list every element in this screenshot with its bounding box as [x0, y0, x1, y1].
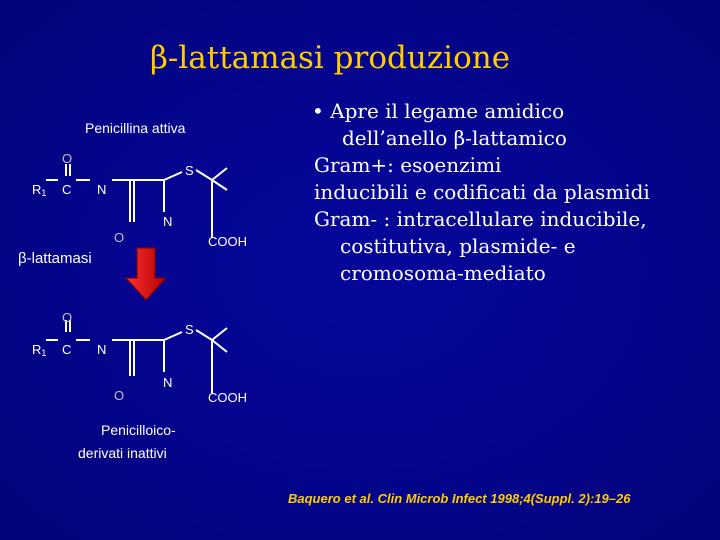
atom-s-2: S — [185, 322, 194, 337]
reference-citation: Baquero et al. Clin Microb Infect 1998;4(Suppl. 2):19–26 — [288, 491, 631, 506]
atom-cooh: COOH — [208, 234, 247, 249]
atom-r1: $R_1$ — [32, 182, 47, 198]
atom-cooh-2: COOH — [208, 390, 247, 405]
bullet-line-2: dell’anello β-lattamico — [342, 126, 567, 150]
bullet-line-3: Gram+: esoenzimi — [314, 153, 502, 177]
atom-c: C — [62, 182, 72, 197]
enzyme-label: β-lattamasi — [18, 250, 92, 267]
atom-lactam-o-2: O — [114, 388, 125, 403]
atom-ring-n-2: N — [163, 375, 173, 390]
bullet-line-6: costitutiva, plasmide- e — [340, 234, 576, 258]
bullet-list — [312, 98, 648, 287]
penicillin-structure — [46, 164, 227, 238]
reaction-diagram — [0, 0, 300, 460]
penicilloic-structure — [46, 320, 227, 394]
reaction-arrow — [126, 248, 166, 300]
atom-lactam-o: O — [114, 230, 125, 245]
product-label-line1: Penicilloico- — [101, 422, 176, 438]
atom-n-2: N — [97, 342, 107, 357]
penicillin-label: Penicillina attiva — [85, 120, 186, 136]
atom-carbonyl-o: O — [62, 151, 73, 166]
bullet-line-7: cromosoma-mediato — [340, 261, 546, 285]
atom-n: N — [97, 182, 107, 197]
atom-c-2: C — [62, 342, 72, 357]
atom-ring-n: N — [163, 214, 173, 229]
product-label-line2: derivati inattivi — [78, 445, 167, 461]
bullet-line-1: • Apre il legame amidico — [312, 99, 565, 123]
bullet-line-5: Gram- : intracellulare inducibile, — [314, 207, 647, 231]
atom-carbonyl-o-2: O — [62, 310, 73, 325]
atom-r1-2: $R_1$ — [32, 342, 47, 358]
bullet-line-4: inducibili e codificati da plasmidi — [314, 180, 650, 204]
slide-title: β-lattamasi produzione — [149, 40, 511, 76]
atom-s: S — [185, 163, 194, 178]
